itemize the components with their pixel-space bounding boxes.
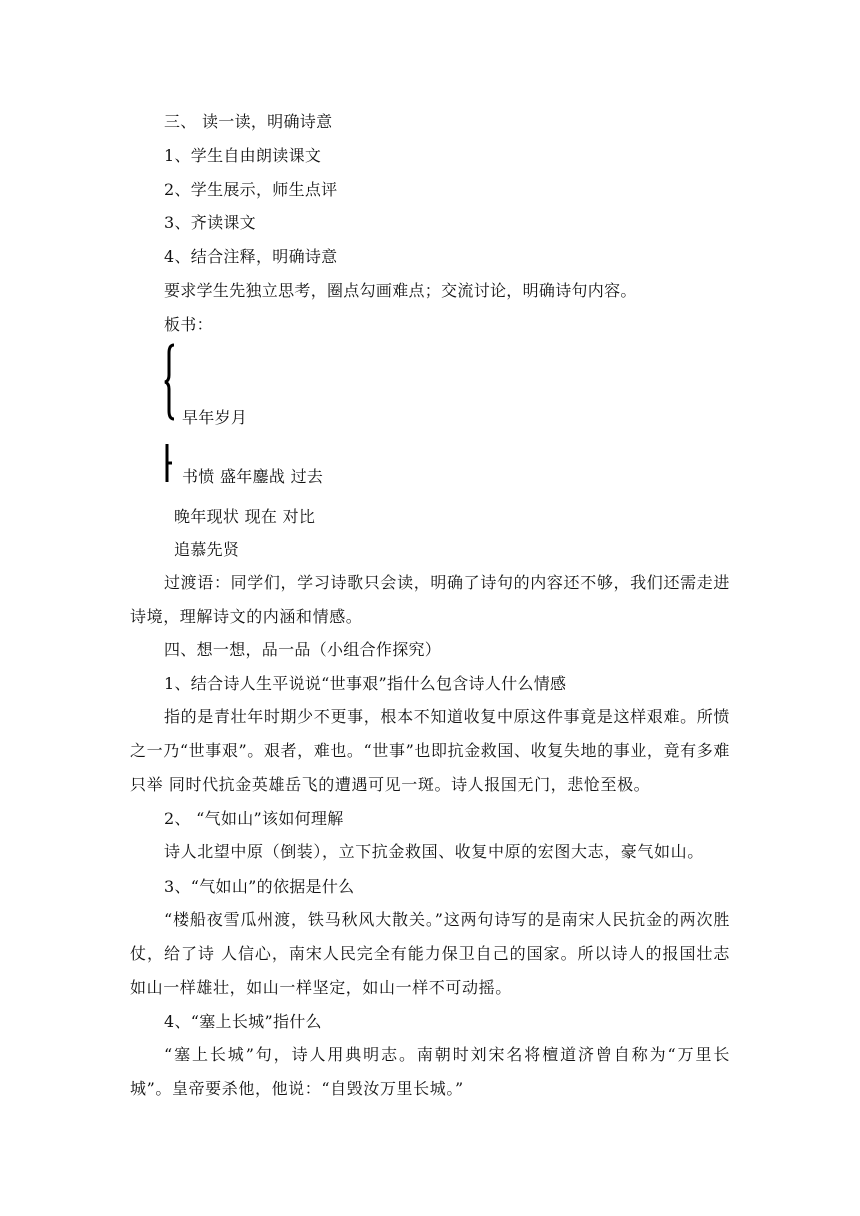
step-student-show: 2、学生展示，师生点评 bbox=[164, 180, 338, 199]
big-brace-icon bbox=[164, 343, 176, 421]
answer-3: “楼船夜雪瓜州渡，铁马秋风大散关。”这两句诗写的是南宋人民抗金的两次胜仗，给了诗 人信心，南宋人民完全有能力保卫自己的国家。所以诗人的报国壮志如山一样雄壮，如山一样坚定，如山一样不可动摇。 bbox=[130, 910, 730, 997]
board-early-years: 早年岁月 bbox=[182, 408, 248, 427]
step-read-aloud: 1、学生自由朗读课文 bbox=[164, 146, 322, 165]
transition-paragraph: 过渡语：同学们，学习诗歌只会读，明确了诗句的内容还不够，我们还需走进诗境，理解诗文的内涵和情感。 bbox=[130, 573, 730, 626]
small-brace-icon bbox=[164, 442, 176, 484]
section-three-heading: 三、 读一读，明确诗意 bbox=[164, 112, 333, 131]
board-label: 板书： bbox=[164, 315, 213, 334]
question-4: 4、“塞上长城”指什么 bbox=[164, 1012, 322, 1031]
answer-1: 指的是青壮年时期少不更事，根本不知道收复中原这件事竟是这样艰难。所愤之一乃“世事艰”。艰者，难也。“世事”也即抗金救国、收复失地的事业，竟有多难只举 同时代抗金英雄岳飞的遭遇可见一斑。诗人报国无门，悲怆至极。 bbox=[130, 707, 730, 794]
board-shu-fen-row: 书愤 盛年鏖战 过去 bbox=[182, 467, 324, 486]
question-1: 1、结合诗人生平说说“世事艰”指什么包含诗人什么情感 bbox=[164, 674, 567, 693]
question-2: 2、 “气如山”该如何理解 bbox=[164, 809, 344, 828]
board-admire-sages: 追慕先贤 bbox=[174, 540, 240, 559]
question-3: 3、“气如山”的依据是什么 bbox=[164, 877, 355, 896]
answer-4: “塞上长城”句，诗人用典明志。南朝时刘宋名将檀道济曾自称为“万里长城”。皇帝要杀他，他说：“自毁汝万里长城。” bbox=[130, 1045, 730, 1098]
board-late-years-row: 晚年现状 现在 对比 bbox=[174, 507, 316, 526]
step-read-together: 3、齐读课文 bbox=[164, 213, 256, 232]
answer-2: 诗人北望中原（倒装），立下抗金救国、收复中原的宏图大志，豪气如山。 bbox=[164, 842, 704, 861]
step-use-notes: 4、结合注释，明确诗意 bbox=[164, 247, 338, 266]
section-four-heading: 四、想一想，品一品（小组合作探究） bbox=[164, 640, 442, 659]
requirement-text: 要求学生先独立思考，圈点勾画难点；交流讨论，明确诗句内容。 bbox=[164, 281, 637, 300]
